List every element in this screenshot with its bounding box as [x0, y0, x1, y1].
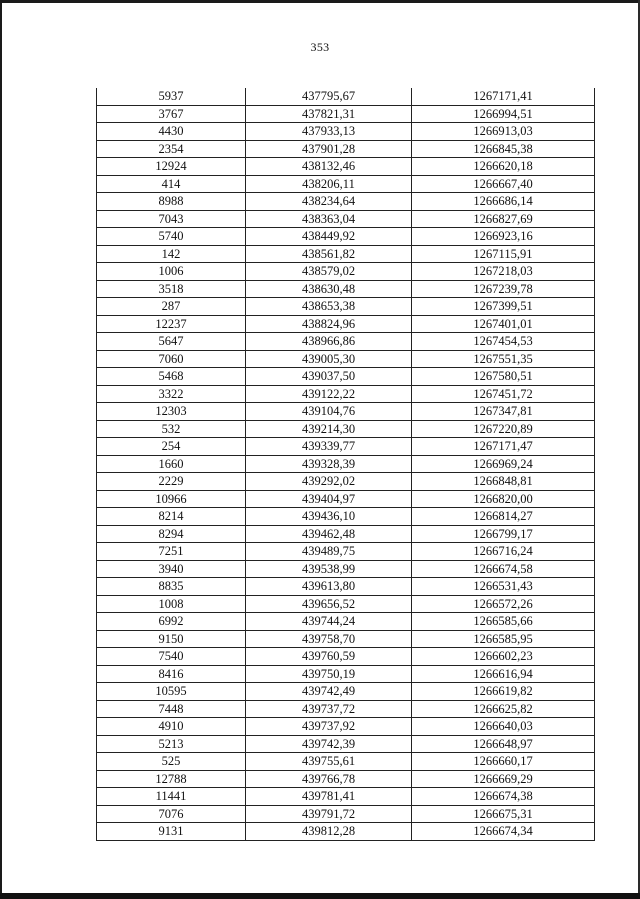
table-row	[97, 508, 595, 526]
y-coordinate-cell: 1267401,01	[412, 315, 595, 333]
y-coordinate-cell: 1266827,69	[412, 210, 595, 228]
table-row	[97, 578, 595, 596]
table-row	[97, 648, 595, 666]
x-coordinate-cell: 439781,41	[246, 788, 412, 806]
point-number-cell: 2229	[97, 473, 246, 491]
x-coordinate-cell: 438449,92	[246, 228, 412, 246]
point-number-cell: 12924	[97, 158, 246, 176]
point-number-cell: 3767	[97, 105, 246, 123]
y-coordinate-cell: 1266669,29	[412, 770, 595, 788]
table-row	[97, 735, 595, 753]
table-row	[97, 490, 595, 508]
x-coordinate-cell: 439742,39	[246, 735, 412, 753]
table-row	[97, 140, 595, 158]
y-coordinate-cell: 1267171,47	[412, 438, 595, 456]
table-row	[97, 280, 595, 298]
table-row	[97, 823, 595, 841]
point-number-cell: 1006	[97, 263, 246, 281]
point-number-cell: 414	[97, 175, 246, 193]
x-coordinate-cell: 438206,11	[246, 175, 412, 193]
point-number-cell: 10595	[97, 683, 246, 701]
point-number-cell: 8214	[97, 508, 246, 526]
y-coordinate-cell: 1266674,34	[412, 823, 595, 841]
point-number-cell: 3518	[97, 280, 246, 298]
point-number-cell: 3322	[97, 385, 246, 403]
point-number-cell: 12788	[97, 770, 246, 788]
table-row	[97, 718, 595, 736]
x-coordinate-cell: 438234,64	[246, 193, 412, 211]
x-coordinate-cell: 439744,24	[246, 613, 412, 631]
x-coordinate-cell: 439037,50	[246, 368, 412, 386]
x-coordinate-cell: 438363,04	[246, 210, 412, 228]
x-coordinate-cell: 439122,22	[246, 385, 412, 403]
point-number-cell: 254	[97, 438, 246, 456]
y-coordinate-cell: 1266923,16	[412, 228, 595, 246]
table-row	[97, 193, 595, 211]
x-coordinate-cell: 439404,97	[246, 490, 412, 508]
x-coordinate-cell: 439758,70	[246, 630, 412, 648]
y-coordinate-cell: 1266620,18	[412, 158, 595, 176]
y-coordinate-cell: 1267399,51	[412, 298, 595, 316]
x-coordinate-cell: 437901,28	[246, 140, 412, 158]
coordinates-table	[96, 88, 595, 841]
point-number-cell: 525	[97, 753, 246, 771]
y-coordinate-cell: 1267239,78	[412, 280, 595, 298]
x-coordinate-cell: 439755,61	[246, 753, 412, 771]
y-coordinate-cell: 1266799,17	[412, 525, 595, 543]
x-coordinate-cell: 439791,72	[246, 805, 412, 823]
table-row	[97, 525, 595, 543]
y-coordinate-cell: 1266674,58	[412, 560, 595, 578]
point-number-cell: 12303	[97, 403, 246, 421]
x-coordinate-cell: 439737,92	[246, 718, 412, 736]
point-number-cell: 3940	[97, 560, 246, 578]
point-number-cell: 7060	[97, 350, 246, 368]
y-coordinate-cell: 1266616,94	[412, 665, 595, 683]
point-number-cell: 5468	[97, 368, 246, 386]
y-coordinate-cell: 1266572,26	[412, 595, 595, 613]
x-coordinate-cell: 439613,80	[246, 578, 412, 596]
y-coordinate-cell: 1266531,43	[412, 578, 595, 596]
y-coordinate-cell: 1267218,03	[412, 263, 595, 281]
point-number-cell: 10966	[97, 490, 246, 508]
table-row	[97, 333, 595, 351]
point-number-cell: 8416	[97, 665, 246, 683]
point-number-cell: 7043	[97, 210, 246, 228]
y-coordinate-cell: 1266585,66	[412, 613, 595, 631]
x-coordinate-cell: 439760,59	[246, 648, 412, 666]
x-coordinate-cell: 439104,76	[246, 403, 412, 421]
scan-border-bottom	[0, 893, 640, 899]
x-coordinate-cell: 439742,49	[246, 683, 412, 701]
table-row	[97, 298, 595, 316]
x-coordinate-cell: 438579,02	[246, 263, 412, 281]
point-number-cell: 532	[97, 420, 246, 438]
x-coordinate-cell: 438824,96	[246, 315, 412, 333]
y-coordinate-cell: 1266994,51	[412, 105, 595, 123]
y-coordinate-cell: 1267454,53	[412, 333, 595, 351]
table-row	[97, 228, 595, 246]
point-number-cell: 1660	[97, 455, 246, 473]
x-coordinate-cell: 439339,77	[246, 438, 412, 456]
y-coordinate-cell: 1266814,27	[412, 508, 595, 526]
x-coordinate-cell: 438653,38	[246, 298, 412, 316]
y-coordinate-cell: 1267347,81	[412, 403, 595, 421]
table-row	[97, 368, 595, 386]
table-row	[97, 123, 595, 141]
table-row	[97, 665, 595, 683]
y-coordinate-cell: 1266585,95	[412, 630, 595, 648]
y-coordinate-cell: 1266667,40	[412, 175, 595, 193]
point-number-cell: 7540	[97, 648, 246, 666]
x-coordinate-cell: 438132,46	[246, 158, 412, 176]
table-row	[97, 613, 595, 631]
y-coordinate-cell: 1266602,23	[412, 648, 595, 666]
table-row	[97, 805, 595, 823]
point-number-cell: 5213	[97, 735, 246, 753]
point-number-cell: 5647	[97, 333, 246, 351]
point-number-cell: 6992	[97, 613, 246, 631]
y-coordinate-cell: 1266716,24	[412, 543, 595, 561]
y-coordinate-cell: 1266674,38	[412, 788, 595, 806]
y-coordinate-cell: 1266969,24	[412, 455, 595, 473]
x-coordinate-cell: 439328,39	[246, 455, 412, 473]
x-coordinate-cell: 438561,82	[246, 245, 412, 263]
scan-border-top	[0, 0, 640, 3]
coordinates-table-body	[97, 88, 595, 840]
point-number-cell: 7076	[97, 805, 246, 823]
point-number-cell: 5937	[97, 88, 246, 105]
x-coordinate-cell: 438630,48	[246, 280, 412, 298]
point-number-cell: 9131	[97, 823, 246, 841]
table-row	[97, 630, 595, 648]
page-number: 353	[310, 40, 330, 54]
x-coordinate-cell: 439005,30	[246, 350, 412, 368]
x-coordinate-cell: 437795,67	[246, 88, 412, 105]
table-row	[97, 245, 595, 263]
table-row	[97, 403, 595, 421]
table-row	[97, 473, 595, 491]
table-row	[97, 683, 595, 701]
x-coordinate-cell: 437933,13	[246, 123, 412, 141]
y-coordinate-cell: 1267115,91	[412, 245, 595, 263]
table-row	[97, 788, 595, 806]
table-row	[97, 158, 595, 176]
y-coordinate-cell: 1266619,82	[412, 683, 595, 701]
y-coordinate-cell: 1266640,03	[412, 718, 595, 736]
table-row	[97, 438, 595, 456]
x-coordinate-cell: 439436,10	[246, 508, 412, 526]
x-coordinate-cell: 439737,72	[246, 700, 412, 718]
table-row	[97, 263, 595, 281]
table-row	[97, 175, 595, 193]
table-row	[97, 595, 595, 613]
point-number-cell: 12237	[97, 315, 246, 333]
y-coordinate-cell: 1266820,00	[412, 490, 595, 508]
x-coordinate-cell: 439214,30	[246, 420, 412, 438]
table-row	[97, 315, 595, 333]
point-number-cell: 4910	[97, 718, 246, 736]
table-row	[97, 770, 595, 788]
x-coordinate-cell: 439292,02	[246, 473, 412, 491]
point-number-cell: 8835	[97, 578, 246, 596]
point-number-cell: 4430	[97, 123, 246, 141]
table-row	[97, 700, 595, 718]
point-number-cell: 9150	[97, 630, 246, 648]
table-row	[97, 350, 595, 368]
point-number-cell: 5740	[97, 228, 246, 246]
x-coordinate-cell: 439656,52	[246, 595, 412, 613]
x-coordinate-cell: 439766,78	[246, 770, 412, 788]
y-coordinate-cell: 1266848,81	[412, 473, 595, 491]
y-coordinate-cell: 1267551,35	[412, 350, 595, 368]
table-row	[97, 543, 595, 561]
table-row	[97, 560, 595, 578]
table-row	[97, 753, 595, 771]
point-number-cell: 11441	[97, 788, 246, 806]
y-coordinate-cell: 1267220,89	[412, 420, 595, 438]
table-row	[97, 210, 595, 228]
y-coordinate-cell: 1266686,14	[412, 193, 595, 211]
y-coordinate-cell: 1266913,03	[412, 123, 595, 141]
point-number-cell: 7448	[97, 700, 246, 718]
x-coordinate-cell: 439812,28	[246, 823, 412, 841]
point-number-cell: 7251	[97, 543, 246, 561]
y-coordinate-cell: 1266648,97	[412, 735, 595, 753]
x-coordinate-cell: 439538,99	[246, 560, 412, 578]
x-coordinate-cell: 439750,19	[246, 665, 412, 683]
table-row	[97, 105, 595, 123]
y-coordinate-cell: 1266675,31	[412, 805, 595, 823]
y-coordinate-cell: 1266660,17	[412, 753, 595, 771]
scan-border-left	[0, 0, 2, 899]
x-coordinate-cell: 439489,75	[246, 543, 412, 561]
table-row	[97, 385, 595, 403]
table-row	[97, 420, 595, 438]
y-coordinate-cell: 1267451,72	[412, 385, 595, 403]
y-coordinate-cell: 1266845,38	[412, 140, 595, 158]
y-coordinate-cell: 1267171,41	[412, 88, 595, 105]
point-number-cell: 8988	[97, 193, 246, 211]
point-number-cell: 1008	[97, 595, 246, 613]
point-number-cell: 287	[97, 298, 246, 316]
y-coordinate-cell: 1266625,82	[412, 700, 595, 718]
y-coordinate-cell: 1267580,51	[412, 368, 595, 386]
x-coordinate-cell: 437821,31	[246, 105, 412, 123]
x-coordinate-cell: 438966,86	[246, 333, 412, 351]
x-coordinate-cell: 439462,48	[246, 525, 412, 543]
table-row	[97, 88, 595, 105]
point-number-cell: 8294	[97, 525, 246, 543]
table-row	[97, 455, 595, 473]
point-number-cell: 2354	[97, 140, 246, 158]
point-number-cell: 142	[97, 245, 246, 263]
